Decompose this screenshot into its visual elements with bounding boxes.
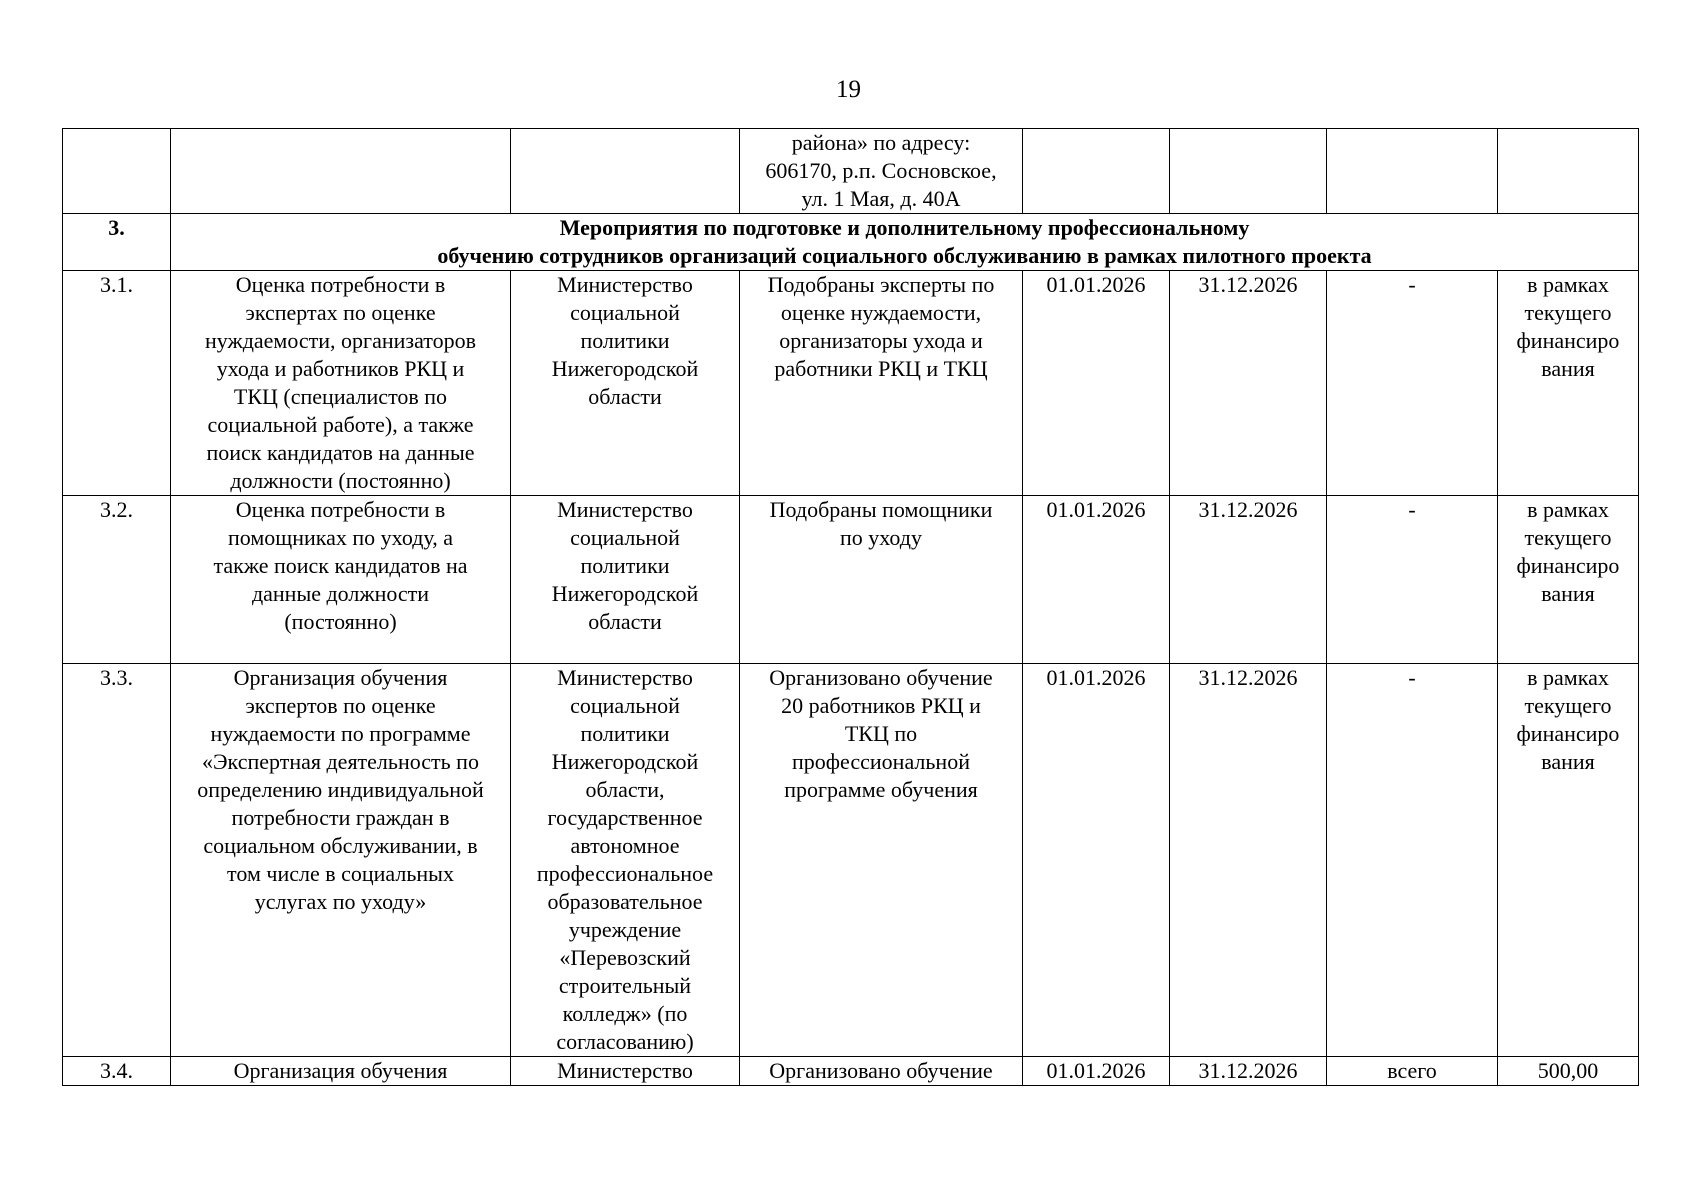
- text-line: области: [588, 384, 662, 409]
- section-title-line: Мероприятия по подготовке и дополнительному профессиональному: [559, 215, 1250, 240]
- text-line: согласованию): [556, 1029, 694, 1054]
- table-row: [63, 271, 1639, 496]
- cell-result: [740, 1057, 1023, 1086]
- cell-start-date: 01.01.2026: [1023, 1057, 1170, 1086]
- cell-responsible: [511, 271, 740, 496]
- text-line: вания: [1541, 356, 1595, 381]
- cell-start-date: 01.01.2026: [1023, 496, 1170, 664]
- cell-activity: [171, 1057, 511, 1086]
- text-line: области,: [585, 777, 665, 802]
- text-line: определению индивидуальной: [197, 777, 484, 802]
- text-line: Подобраны эксперты по: [767, 272, 995, 297]
- text-line: Организация обучения: [233, 665, 448, 690]
- text-line: Оценка потребности в: [235, 497, 446, 522]
- text-line: Министерство: [557, 1058, 693, 1083]
- section-title: [171, 214, 1639, 271]
- text-line: Министерство: [557, 665, 693, 690]
- text-line: района» по адресу:: [791, 130, 971, 155]
- cell-amount: [1498, 129, 1639, 214]
- text-line: колледж» (по: [562, 1001, 688, 1026]
- cell-source: -: [1327, 664, 1498, 1057]
- cell-result: [740, 271, 1023, 496]
- text-line: финансиро: [1516, 553, 1620, 578]
- cell-result: [740, 496, 1023, 664]
- text-line: «Перевозский: [559, 945, 691, 970]
- text-line: вания: [1541, 581, 1595, 606]
- text-line: строительный: [558, 973, 692, 998]
- cell-activity: [171, 496, 511, 664]
- text-line: социальной: [570, 525, 680, 550]
- text-line: нуждаемости по программе: [210, 721, 471, 746]
- text-line: учреждение: [568, 917, 682, 942]
- text-line: ухода и работников РКЦ и: [216, 356, 465, 381]
- text-line: потребности граждан в: [231, 805, 450, 830]
- section-row: [63, 214, 1639, 271]
- text-line: текущего: [1524, 525, 1612, 550]
- text-line: Нижегородской: [551, 749, 699, 774]
- cell-num: 3.4.: [63, 1057, 171, 1086]
- text-line: программе обучения: [784, 777, 978, 802]
- table-row: [63, 664, 1639, 1057]
- cell-end-date: 31.12.2026: [1170, 664, 1327, 1057]
- text-line: «Экспертная деятельность по: [202, 749, 479, 774]
- text-line: 606170, р.п. Сосновское,: [765, 158, 997, 183]
- text-line: том числе в социальных: [227, 861, 454, 886]
- text-line: оценке нуждаемости,: [780, 300, 982, 325]
- text-line: образовательное: [547, 889, 703, 914]
- text-line: вания: [1541, 749, 1595, 774]
- text-line: политики: [580, 721, 670, 746]
- text-line: социальном обслуживании, в: [203, 833, 478, 858]
- text-line: ТКЦ (специалистов по: [233, 384, 448, 409]
- cell-source: -: [1327, 271, 1498, 496]
- continuation-row: [63, 129, 1639, 214]
- cell-num: 3.1.: [63, 271, 171, 496]
- section-number: 3.: [63, 214, 171, 271]
- text-line: Подобраны помощники: [769, 497, 993, 522]
- text-line: также поиск кандидатов на: [213, 553, 468, 578]
- text-line: Нижегородской: [551, 356, 699, 381]
- text-line: Нижегородской: [551, 581, 699, 606]
- text-line: экспертов по оценке: [245, 693, 436, 718]
- text-line: государственное: [547, 805, 703, 830]
- text-line: услугах по уходу»: [254, 889, 427, 914]
- text-line: в рамках: [1527, 272, 1609, 297]
- text-line: 20 работников РКЦ и: [781, 693, 981, 718]
- text-line: поиск кандидатов на данные: [206, 440, 475, 465]
- text-line: политики: [580, 553, 670, 578]
- cell-end-date: 31.12.2026: [1170, 271, 1327, 496]
- cell-start-date: 01.01.2026: [1023, 271, 1170, 496]
- text-line: финансиро: [1516, 721, 1620, 746]
- cell-amount: [1498, 496, 1639, 664]
- cell-num: [63, 129, 171, 214]
- text-line: в рамках: [1527, 665, 1609, 690]
- text-line: нуждаемости, организаторов: [205, 328, 476, 353]
- page-number: 19: [836, 76, 861, 103]
- text-line: социальной: [570, 693, 680, 718]
- text-line: автономное: [570, 833, 680, 858]
- cell-source: -: [1327, 496, 1498, 664]
- text-line: должности (постоянно): [230, 468, 451, 493]
- text-line: работники РКЦ и ТКЦ: [774, 356, 988, 381]
- cell-activity: [171, 129, 511, 214]
- cell-num: 3.2.: [63, 496, 171, 664]
- text-line: финансиро: [1516, 328, 1620, 353]
- text-line: социальной: [570, 300, 680, 325]
- cell-start-date: 01.01.2026: [1023, 664, 1170, 1057]
- cell-source: [1327, 129, 1498, 214]
- text-line: Министерство: [557, 497, 693, 522]
- cell-responsible: [511, 664, 740, 1057]
- text-line: экспертах по оценке: [245, 300, 436, 325]
- cell-activity: [171, 271, 511, 496]
- cell-amount: [1498, 1057, 1639, 1086]
- text-line: по уходу: [840, 525, 922, 550]
- cell-source: всего: [1327, 1057, 1498, 1086]
- text-line: 500,00: [1537, 1058, 1599, 1083]
- cell-amount: [1498, 271, 1639, 496]
- table-row: [63, 1057, 1639, 1086]
- cell-end-date: [1170, 129, 1327, 214]
- text-line: социальной работе), а также: [207, 412, 474, 437]
- cell-end-date: 31.12.2026: [1170, 496, 1327, 664]
- text-line: области: [588, 609, 662, 634]
- cell-start-date: [1023, 129, 1170, 214]
- text-line: ул. 1 Мая, д. 40А: [801, 186, 961, 211]
- text-line: Организовано обучение: [769, 665, 993, 690]
- cell-responsible: [511, 496, 740, 664]
- text-line: в рамках: [1527, 497, 1609, 522]
- text-line: профессиональной: [792, 749, 970, 774]
- cell-result: [740, 129, 1023, 214]
- text-line: организаторы ухода и: [779, 328, 983, 353]
- cell-activity: [171, 664, 511, 1057]
- text-line: текущего: [1524, 300, 1612, 325]
- text-line: Организовано обучение: [769, 1058, 993, 1083]
- activities-table: [62, 128, 1639, 1086]
- text-line: текущего: [1524, 693, 1612, 718]
- text-line: Организация обучения: [233, 1058, 448, 1083]
- text-line: профессиональное: [536, 861, 714, 886]
- cell-num: 3.3.: [63, 664, 171, 1057]
- cell-amount: [1498, 664, 1639, 1057]
- text-line: (постоянно): [284, 609, 397, 634]
- text-line: Министерство: [557, 272, 693, 297]
- table-row: [63, 496, 1639, 664]
- text-line: данные должности: [251, 581, 430, 606]
- cell-end-date: 31.12.2026: [1170, 1057, 1327, 1086]
- text-line: ТКЦ по: [844, 721, 918, 746]
- text-line: политики: [580, 328, 670, 353]
- cell-result: [740, 664, 1023, 1057]
- cell-responsible: [511, 1057, 740, 1086]
- text-line: Оценка потребности в: [235, 272, 446, 297]
- text-line: помощниках по уходу, а: [228, 525, 453, 550]
- cell-responsible: [511, 129, 740, 214]
- section-title-line: обучению сотрудников организаций социального обслуживанию в рамках пилотного проекта: [437, 243, 1372, 268]
